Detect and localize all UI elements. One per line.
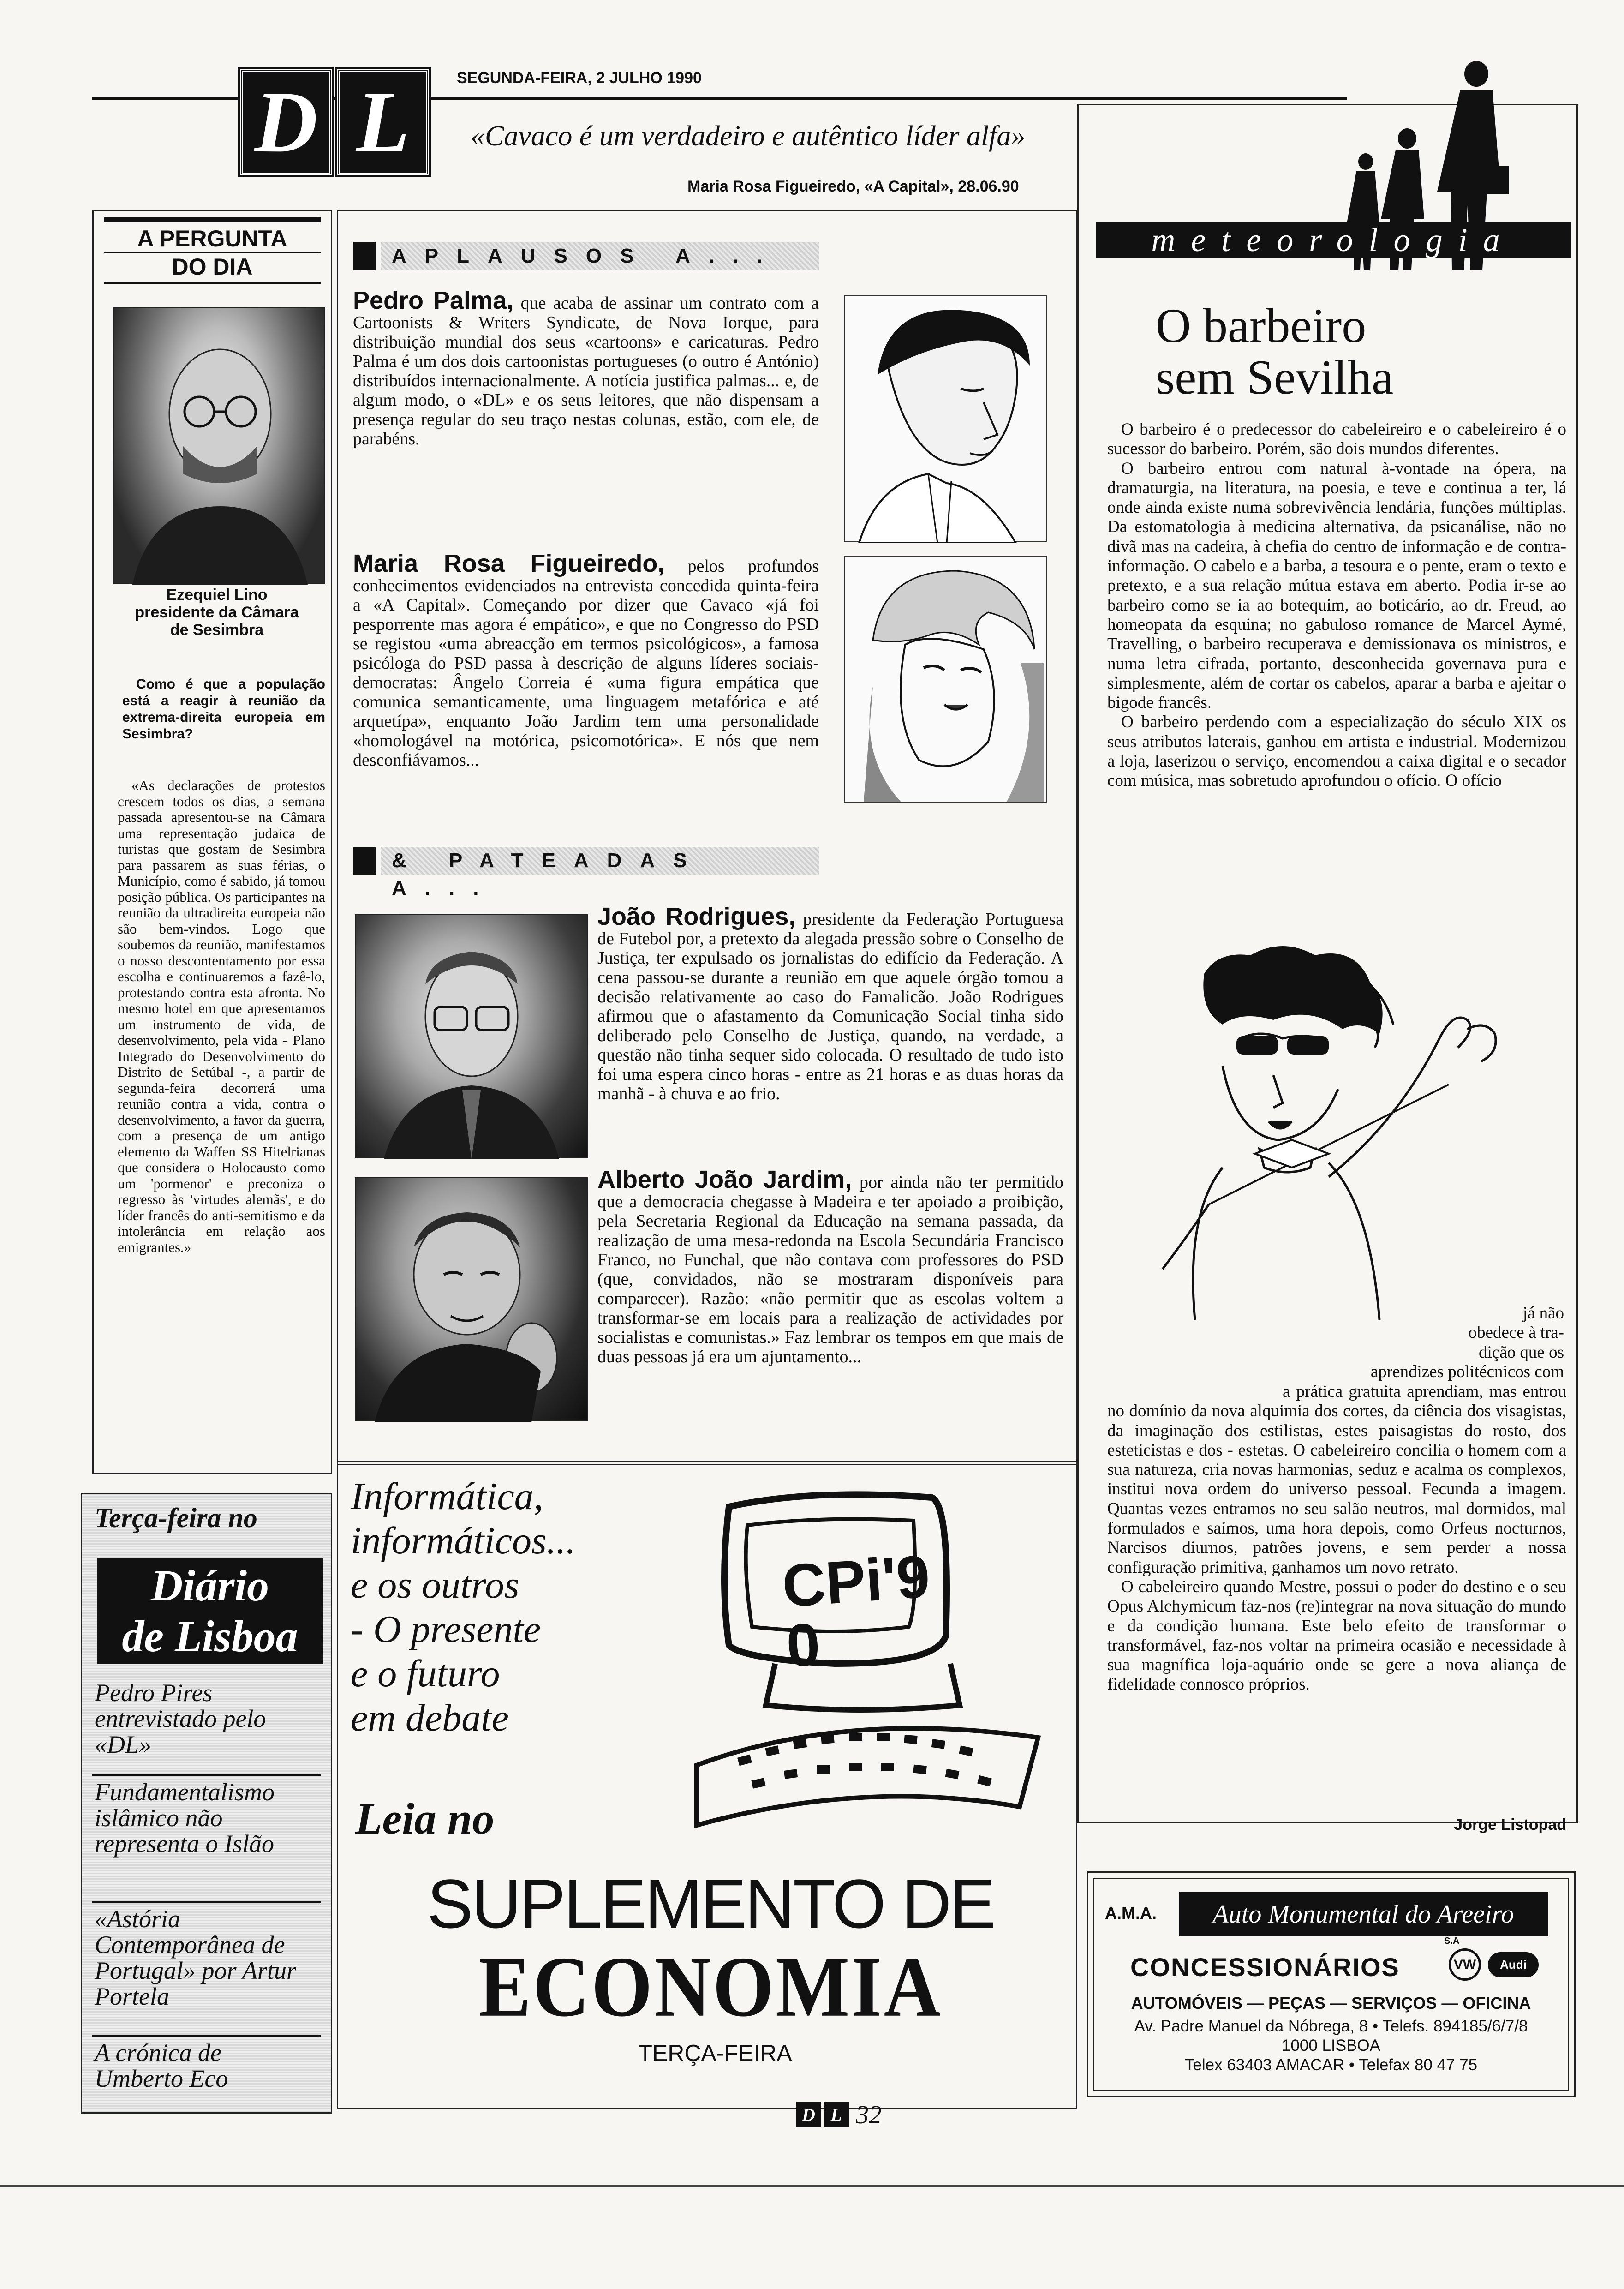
economia-ad-headline: Informática, informáticos... e os outros - O presente e o futuro em debate <box>351 1475 576 1739</box>
bottom-rule <box>0 2185 1624 2187</box>
audi-logo: Audi <box>1488 1952 1539 1977</box>
alberto-joao-jardim-entry: Alberto João Jardim, por ainda não ter permitido que a democracia chegasse à Madeira e ter apoiado a proibição, pela Secretaria Regional da Educação na semana passada, da realização de uma mesa-redonda na Escola Secundária Francisco Franco, no Funchal, que não contava com professores do PSD (que, convidados, não se mostraram disponíveis para comparecer). Razão: «não permitir que as escolas voltem a transformar-se em locais para a realização de actividades por socialistas e comunistas.» Faz lembrar os tempos em que mais de duas pessoas já era um ajuntamento... <box>597 1166 1064 1366</box>
pergunta-rule-top <box>104 217 321 222</box>
conductor-caricature <box>1107 946 1569 1329</box>
aplausos-header: APLAUSOS A... <box>381 242 819 270</box>
pergunta-question: Como é que a população está a reagir à reunião da extrema-direita europeia em Sesimbra? <box>122 677 325 742</box>
pateadas-marker <box>353 847 376 875</box>
ama-address: Av. Padre Manuel da Nóbrega, 8 • Telefs. 894185/6/7/8 1000 LISBOA Telex 63403 AMACAR • Telefax 80 47 75 <box>1134 2017 1528 2074</box>
footer-logo: D L <box>796 2102 849 2127</box>
economia-label: ECONOMIA <box>478 1939 943 2035</box>
ezequiel-lino-photo <box>113 307 325 584</box>
concessionarios-label: CONCESSIONÁRIOS <box>1130 1953 1400 1982</box>
ama-services: AUTOMÓVEIS — PEÇAS — SERVIÇOS — OFICINA <box>1131 1994 1531 2013</box>
promo-item-1: Pedro Pires entrevistado pelo «DL» <box>95 1679 266 1758</box>
pedro-palma-sketch <box>844 295 1047 542</box>
ama-brand-box: Auto Monumental do Areeiro <box>1179 1892 1548 1936</box>
terca-feira-label: TERÇA-FEIRA <box>638 2040 792 2066</box>
ama-label: A.M.A. <box>1105 1904 1157 1923</box>
promo-item-3: «Astória Contemporânea de Portugal» por Artur Portela <box>95 1905 297 2010</box>
joao-rodrigues-photo <box>355 914 588 1158</box>
maria-rosa-sketch <box>844 556 1047 803</box>
suplemento-de-label: SUPLEMENTO DE <box>427 1865 994 1942</box>
vw-logo: VW <box>1449 1948 1481 1981</box>
promo-item-4: A crónica de Umberto Eco <box>95 2039 228 2092</box>
article-wrap-lines: já não obedece à tra- dição que os aprendizes politécnicos com <box>1370 1304 1564 1381</box>
article-body-bottom: a prática gratuita aprendiam, mas entrou no domínio da nova alquimia dos cortes, da ciência dos visagistas, da imaginação dos estilistas, estes paisagistas do rosto, dos esteticistas e dos - estetas. O cabeleireiro concilia o homem com a sua natureza, cria novas harmonias, seduz e acalma os complexos, institui nova ordem do universo pessoal. Fecunda a imagem. Quantas vezes entramos no seu salão neutros, mal dormidos, mal formulados e saímos, uma hora depois, como Orfeus nocturnos, Narcisos diurnos, patrões jovens, e sem perder a nossa configuração primitiva, ganhamos um novo retrato. O cabeleireiro quando Mestre, possui o poder do destino e o seu Opus Alchymicum faz-nos (re)integrar na nova situação do mundo e da condição humana. Este belo efeito de transformar o transformável, faz-nos voltar na primeira ocasião e necessidade à sua magnífica loja-aquário onde se gere a nova aliança de fidelidade connosco próprios. <box>1107 1382 1566 1694</box>
promo-divider-3 <box>92 2035 321 2037</box>
pedro-palma-entry: Pedro Palma, que acaba de assinar um contrato com a Cartoonists & Writers Syndicate, de Nova Iorque, para distribuição mundial dos seus «cartoons» e caricaturas. Pedro Palma é um dos dois cartoonistas portugueses (o outro é António) distribuídos internacionalmente. A notícia justifica palmas... e, de algum modo, o «DL» e os seus leitores, que não dispensam a presença regular do seu traço nestas colunas, estão, com ele, de parabéns. <box>353 287 819 449</box>
article-body-top: O barbeiro é o predecessor do cabeleireiro e o cabeleireiro é o sucessor do barbeiro. Porém, são dois mundos diferentes. O barbeiro entrou com natural à-vontade na ópera, na dramaturgia, na literatura, na poesia, e teve e continua a ter, lá onde ainda existe numa sobrevivência lendária, funções múltiplas. Da estomatologia à medicina alternativa, da psicanálise, não no divã mas na cadeira, à chefia do centro de informação e de contra-informação. O cabelo e a barba, a tesoura e o pente, eram o texto e pretexto, e a sua relação mútua estava em aberto. Podia ir-se ao barbeiro como se ia ao botequim, ao boticário, ao dr. Freud, ao homeopata da esquina; no gabuloso romance de Marcel Aymé, Travelling, o barbeiro recuperava e demissionava os ministros, e numa letra cifrada, portanto, desconhecida governava pura e simplesmente, além de cortar os cabelos, aparar a barba e ajeitar o bigode francês. O barbeiro perdendo com a especialização do século XIX os seus atributos laterais, ganhou em artista e industrial. Modernizou a loja, laserizou o serviço, encomendou a caixa digital e o secador com música, mas sobretudo aprofundou o ofício. O ofício <box>1107 420 1566 791</box>
article-author: Jorge Listopad <box>1454 1816 1566 1834</box>
pergunta-rule-bottom <box>104 282 321 284</box>
pergunta-title: A PERGUNTA DO DIA <box>104 225 321 280</box>
economia-ad-leia: Leia no <box>355 1794 495 1843</box>
dl-logo: D L <box>240 69 429 175</box>
promo-divider-2 <box>92 1901 321 1903</box>
ama-sa: S.A <box>1444 1936 1460 1946</box>
cpi90-label: CPi'90 <box>780 1542 932 1680</box>
pergunta-answer: «As declarações de protestos crescem todos os dias, a semana passada apresentou-se na Câmara uma representação judaica de turistas que gostam de Sesimbra para passarem as suas férias, o Município, como é sabido, já tomou posição pública. Os participantes na reunião da ultradireita europeia não são bem-vindos. Logo que soubemos da reunião, manifestamos o nosso descontentamento por essa escolha e continuaremos a fazê-lo, protestando contra esta afronta. No mesmo hotel em que apresentamos um instrumento de vida, de desenvolvimento, pela vida - Plano Integrado do Desenvolvimento do Distrito de Setúbal -, a partir de segunda-feira decorrerá uma reunião contra a vida, contra o desenvolvimento, a favor da guerra, com a presença de um antigo elemento da Waffen SS Hitelrianas que considera o Holocausto como um 'pormenor' e preconiza o regresso às 'virtudes alemãs', e do líder francês do anti-semitismo e da intolerância em relação aos emigrantes.» <box>118 777 325 1255</box>
article-title: O barbeiro sem Sevilha <box>1156 299 1394 404</box>
issue-date: SEGUNDA-FEIRA, 2 JULHO 1990 <box>457 69 702 87</box>
diario-de-lisboa-logo: Diário de Lisboa <box>97 1558 323 1664</box>
promo-divider-1 <box>92 1774 321 1776</box>
quote-source: Maria Rosa Figueiredo, «A Capital», 28.06.90 <box>687 178 1019 195</box>
promo-item-2: Fundamentalismo islâmico não representa o Islão <box>95 1778 275 1858</box>
alberto-joao-jardim-photo <box>355 1177 588 1421</box>
pateadas-header: & PATEADAS A... <box>381 847 819 875</box>
meteorologia-band: meteorologia <box>1096 222 1571 258</box>
joao-rodrigues-entry: João Rodrigues, presidente da Federação Portuguesa de Futebol por, a pretexto da alegada pressão sobre o Conselho de Justiça, ter expulsado os jornalistas do edifício da Federação. A cena passou-se durante a reunião em que aquele órgão tomou a decisão relativamente ao caso do Famalicão. João Rodrigues afirmou que o afastamento da Comunicação Social tinha sido deliberado pelo Conselho de Justiça, quando, na verdade, a questão não tinha sequer sido colocada. O resultado de tudo isto foi uma espera cinco horas - entre as 21 horas e as duas horas da manhã - à chuva e ao frio. <box>597 903 1064 1103</box>
maria-rosa-entry: Maria Rosa Figueiredo, pelos profundos conhecimentos evidenciados na entrevista concedida quinta-feira a «A Capital». Começando por dizer que Cavaco «já foi pesporrente mas agora é empático», e que no Congresso do PSD se registou «uma abreacção em termos psicológicos», a famosa psicóloga do PSD passa à descrição de alguns líderes sociais-democratas: Ângelo Correia é «uma figura empática que comunica semanticamente, uma linguagem metafórica e até arquetípa», enquanto João Jardim tem uma personalidade «homologável na motórica, psicomotórica». E nós que nem desconfiávamos... <box>353 550 819 770</box>
promo-header: Terça-feira no <box>95 1503 257 1533</box>
ezequiel-lino-caption: Ezequiel Lino presidente da Câmara de Sesimbra <box>135 586 299 639</box>
aplausos-marker <box>353 242 376 270</box>
page-number: 32 <box>856 2101 882 2129</box>
headline-quote: «Cavaco é um verdadeiro e autêntico líder alfa» <box>471 120 1026 152</box>
